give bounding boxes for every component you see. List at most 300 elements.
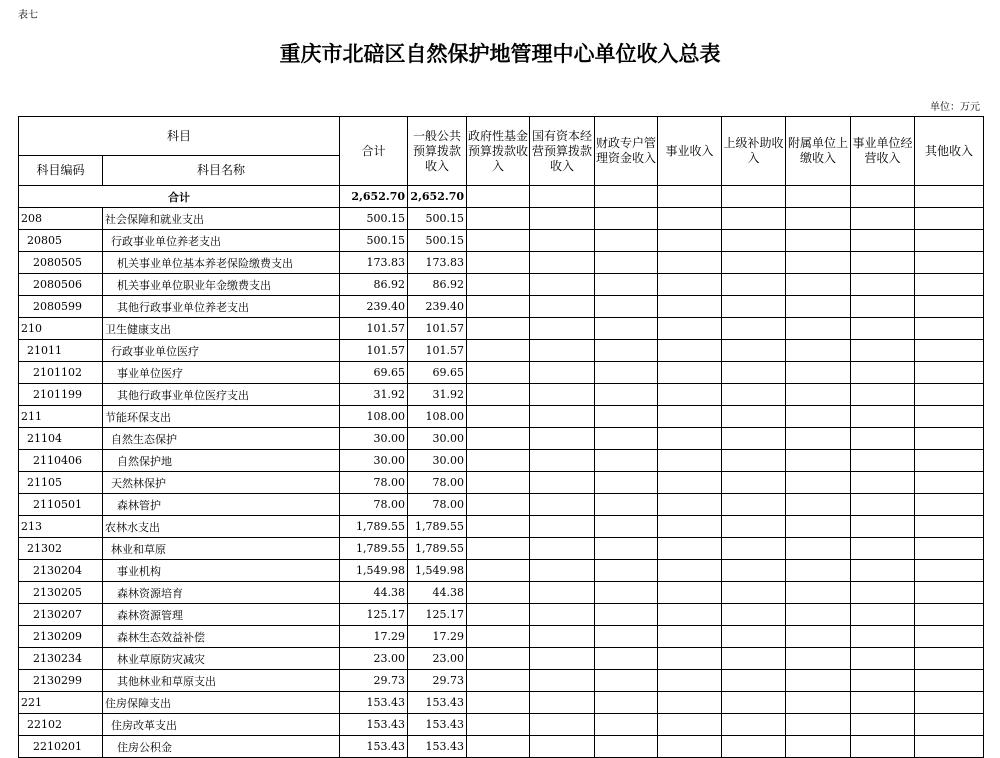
empty-cell [530,406,595,428]
empty-cell [530,384,595,406]
empty-cell [915,560,984,582]
empty-cell [851,626,915,648]
header-col-affiliated: 附属单位上缴收入 [786,117,851,186]
empty-cell [467,340,530,362]
empty-cell [658,318,722,340]
empty-cell [530,274,595,296]
empty-cell [530,428,595,450]
empty-cell [786,340,851,362]
empty-cell [722,340,786,362]
row-general: 30.00 [408,428,467,450]
table-row [19,714,984,736]
table-row [19,362,984,384]
empty-cell [851,362,915,384]
row-code: 2110501 [19,494,103,516]
empty-cell [595,516,658,538]
empty-cell [595,252,658,274]
row-code: 210 [19,318,103,340]
table-row [19,582,984,604]
empty-cell [722,274,786,296]
empty-cell [658,560,722,582]
empty-cell [595,582,658,604]
row-code: 208 [19,208,103,230]
table-row [19,670,984,692]
row-code: 22102 [19,714,103,736]
empty-cell [851,406,915,428]
empty-cell [851,516,915,538]
empty-cell [658,252,722,274]
empty-cell [595,450,658,472]
empty-cell [851,736,915,758]
empty-cell [786,560,851,582]
empty-cell [530,714,595,736]
empty-cell [722,428,786,450]
empty-cell [595,384,658,406]
empty-cell [595,406,658,428]
table-row [19,406,984,428]
empty-cell [658,230,722,252]
empty-cell [851,296,915,318]
row-code: 211 [19,406,103,428]
table-row [19,252,984,274]
header-col-state-capital: 国有资本经营预算拨款收入 [530,117,595,186]
empty-cell [722,450,786,472]
empty-cell [786,736,851,758]
empty-cell [851,582,915,604]
empty-cell [722,252,786,274]
empty-cell [786,714,851,736]
empty-cell [467,274,530,296]
empty-cell [851,318,915,340]
row-name: 住房保障支出 [103,692,340,714]
empty-cell [851,340,915,362]
header-col-operating: 事业单位经营收入 [851,117,915,186]
empty-cell [658,626,722,648]
empty-cell [467,582,530,604]
empty-cell [851,472,915,494]
table-row [19,428,984,450]
empty-cell [467,736,530,758]
table-row [19,516,984,538]
empty-cell [915,648,984,670]
empty-cell [467,208,530,230]
row-name: 农林水支出 [103,516,340,538]
row-code: 2101199 [19,384,103,406]
row-sum: 153.43 [340,714,408,736]
empty-cell [915,516,984,538]
empty-cell [530,340,595,362]
empty-cell [658,714,722,736]
empty-cell [595,692,658,714]
empty-cell [915,384,984,406]
row-general: 500.15 [408,208,467,230]
row-general: 29.73 [408,670,467,692]
row-general: 31.92 [408,384,467,406]
empty-cell [915,604,984,626]
empty-cell [595,670,658,692]
row-code: 2130205 [19,582,103,604]
row-name: 机关事业单位职业年金缴费支出 [103,274,340,296]
empty-cell [530,362,595,384]
empty-cell [722,362,786,384]
empty-cell [595,648,658,670]
row-code: 2130234 [19,648,103,670]
empty-cell [658,406,722,428]
row-general: 1,789.55 [408,538,467,560]
empty-cell [915,362,984,384]
empty-cell [467,296,530,318]
empty-cell [915,582,984,604]
row-name: 自然生态保护 [103,428,340,450]
header-subject: 科目 [19,117,340,156]
row-name: 社会保障和就业支出 [103,208,340,230]
row-general: 153.43 [408,714,467,736]
empty-cell [530,252,595,274]
empty-cell [722,384,786,406]
row-name: 机关事业单位基本养老保险缴费支出 [103,252,340,274]
empty-cell [658,494,722,516]
row-name: 行政事业单位养老支出 [103,230,340,252]
empty-cell [530,450,595,472]
empty-cell [658,604,722,626]
empty-cell [467,692,530,714]
row-sum: 500.15 [340,230,408,252]
empty-cell [915,208,984,230]
empty-cell [915,406,984,428]
row-name: 森林管护 [103,494,340,516]
total-row [19,186,984,208]
table-row [19,472,984,494]
table-row [19,736,984,758]
empty-cell [722,230,786,252]
header-col-superior-subsidy: 上级补助收入 [722,117,786,186]
row-code: 221 [19,692,103,714]
table-row [19,648,984,670]
table-row [19,560,984,582]
row-general: 101.57 [408,340,467,362]
empty-cell [530,208,595,230]
empty-cell [786,472,851,494]
empty-cell [851,208,915,230]
row-sum: 86.92 [340,274,408,296]
total-general: 2,652.70 [408,186,467,208]
empty-cell [915,670,984,692]
row-general: 1,549.98 [408,560,467,582]
row-code: 213 [19,516,103,538]
empty-cell [467,318,530,340]
empty-cell [915,626,984,648]
empty-cell [595,736,658,758]
empty-cell [658,516,722,538]
empty-cell [595,274,658,296]
empty-cell [851,604,915,626]
header-col-general: 一般公共预算拨款收入 [408,117,467,186]
row-sum: 69.65 [340,362,408,384]
row-general: 78.00 [408,472,467,494]
empty-cell [595,472,658,494]
row-name: 林业草原防灾减灾 [103,648,340,670]
empty-cell [530,516,595,538]
empty-cell [658,538,722,560]
row-name: 住房公积金 [103,736,340,758]
header-col-fund: 政府性基金预算拨款收入 [467,117,530,186]
row-name: 林业和草原 [103,538,340,560]
row-sum: 500.15 [340,208,408,230]
empty-cell [467,670,530,692]
row-code: 2080505 [19,252,103,274]
empty-cell [530,604,595,626]
table-row [19,274,984,296]
empty-cell [722,516,786,538]
row-code: 21105 [19,472,103,494]
empty-cell [467,626,530,648]
row-sum: 78.00 [340,494,408,516]
row-general: 86.92 [408,274,467,296]
empty-cell [851,494,915,516]
empty-cell [530,230,595,252]
empty-cell [658,428,722,450]
table-row [19,318,984,340]
total-label: 合计 [19,186,340,208]
empty-cell [595,626,658,648]
empty-cell [786,692,851,714]
row-general: 78.00 [408,494,467,516]
row-general: 30.00 [408,450,467,472]
empty-cell [467,560,530,582]
empty-cell [786,450,851,472]
row-sum: 44.38 [340,582,408,604]
row-general: 44.38 [408,582,467,604]
empty-cell [467,494,530,516]
row-name: 天然林保护 [103,472,340,494]
empty-cell [722,626,786,648]
empty-cell [595,230,658,252]
row-name: 森林生态效益补偿 [103,626,340,648]
empty-cell [851,648,915,670]
empty-cell [722,318,786,340]
row-sum: 23.00 [340,648,408,670]
empty-cell [786,406,851,428]
empty-cell [467,384,530,406]
row-general: 500.15 [408,230,467,252]
row-code: 2130204 [19,560,103,582]
empty-cell [786,230,851,252]
row-sum: 125.17 [340,604,408,626]
row-general: 108.00 [408,406,467,428]
empty-cell [722,296,786,318]
empty-cell [530,560,595,582]
empty-cell [467,538,530,560]
empty-cell [851,384,915,406]
empty-cell [786,252,851,274]
row-sum: 78.00 [340,472,408,494]
empty-cell [658,340,722,362]
empty-cell [530,296,595,318]
empty-cell [786,582,851,604]
empty-cell [530,318,595,340]
empty-cell [595,428,658,450]
header-col-special-account: 财政专户管理资金收入 [595,117,658,186]
empty-cell [467,252,530,274]
row-sum: 1,789.55 [340,538,408,560]
empty-cell [595,714,658,736]
empty-cell [915,274,984,296]
row-name: 行政事业单位医疗 [103,340,340,362]
empty-cell [658,692,722,714]
empty-cell [786,494,851,516]
row-name: 事业单位医疗 [103,362,340,384]
empty-cell [786,604,851,626]
table-number: 表七 [18,10,38,21]
empty-cell [786,296,851,318]
row-code: 2080506 [19,274,103,296]
table-row [19,208,984,230]
row-code: 2130207 [19,604,103,626]
row-code: 2210201 [19,736,103,758]
row-code: 2130299 [19,670,103,692]
row-general: 23.00 [408,648,467,670]
empty-cell [851,428,915,450]
table-row [19,494,984,516]
empty-cell [658,472,722,494]
empty-cell [915,494,984,516]
empty-cell [722,714,786,736]
row-general: 125.17 [408,604,467,626]
empty-cell [915,318,984,340]
row-name: 事业机构 [103,560,340,582]
empty-cell [530,648,595,670]
row-sum: 153.43 [340,692,408,714]
page-title: 重庆市北碚区自然保护地管理中心单位收入总表 [279,42,721,66]
table-row [19,296,984,318]
empty-cell [786,648,851,670]
empty-cell [851,692,915,714]
row-sum: 101.57 [340,340,408,362]
empty-cell [851,274,915,296]
empty-cell [467,450,530,472]
row-sum: 31.92 [340,384,408,406]
empty-cell [467,516,530,538]
row-general: 239.40 [408,296,467,318]
table-row [19,230,984,252]
empty-cell [722,560,786,582]
empty-cell [530,538,595,560]
empty-cell [595,340,658,362]
row-general: 153.43 [408,736,467,758]
row-sum: 153.43 [340,736,408,758]
empty-cell [595,362,658,384]
row-name: 森林资源培育 [103,582,340,604]
empty-cell [915,714,984,736]
empty-cell [722,494,786,516]
empty-cell [467,648,530,670]
empty-cell [658,582,722,604]
empty-cell [786,428,851,450]
empty-cell [595,494,658,516]
row-sum: 30.00 [340,450,408,472]
empty-cell [595,604,658,626]
empty-cell [851,538,915,560]
row-name: 住房改革支出 [103,714,340,736]
total-sum: 2,652.70 [340,186,408,208]
empty-cell [915,736,984,758]
empty-cell [722,472,786,494]
empty-cell [915,428,984,450]
row-name: 自然保护地 [103,450,340,472]
empty-cell [658,736,722,758]
empty-cell [467,472,530,494]
empty-cell [530,582,595,604]
empty-cell [851,450,915,472]
empty-cell [722,648,786,670]
empty-cell [851,714,915,736]
table-row [19,626,984,648]
empty-cell [786,538,851,560]
empty-cell [851,230,915,252]
empty-cell [595,538,658,560]
empty-cell [915,538,984,560]
row-general: 101.57 [408,318,467,340]
empty-cell [915,450,984,472]
empty-cell [786,362,851,384]
empty-cell [851,252,915,274]
row-sum: 101.57 [340,318,408,340]
row-sum: 1,789.55 [340,516,408,538]
empty-cell [658,362,722,384]
table-row [19,692,984,714]
row-name: 森林资源管理 [103,604,340,626]
row-code: 21302 [19,538,103,560]
empty-cell [658,274,722,296]
empty-cell [595,560,658,582]
empty-cell [915,230,984,252]
empty-cell [915,296,984,318]
empty-cell [467,362,530,384]
row-code: 21104 [19,428,103,450]
row-code: 2080599 [19,296,103,318]
header-code: 科目编码 [19,156,103,186]
empty-cell [851,670,915,692]
row-sum: 239.40 [340,296,408,318]
empty-cell [467,406,530,428]
row-general: 17.29 [408,626,467,648]
empty-cell [658,670,722,692]
empty-cell [658,648,722,670]
empty-cell [786,516,851,538]
income-table [18,116,984,758]
empty-cell [722,582,786,604]
row-sum: 29.73 [340,670,408,692]
empty-cell [595,318,658,340]
table-row [19,538,984,560]
row-sum: 1,549.98 [340,560,408,582]
empty-cell [530,736,595,758]
empty-cell [530,692,595,714]
empty-cell [467,230,530,252]
empty-cell [915,340,984,362]
empty-cell [467,714,530,736]
empty-cell [851,560,915,582]
row-code: 2110406 [19,450,103,472]
empty-cell [530,472,595,494]
empty-cell [786,626,851,648]
empty-cell [786,384,851,406]
table-row [19,340,984,362]
empty-cell [658,208,722,230]
empty-cell [915,252,984,274]
empty-cell [658,296,722,318]
empty-cell [595,208,658,230]
